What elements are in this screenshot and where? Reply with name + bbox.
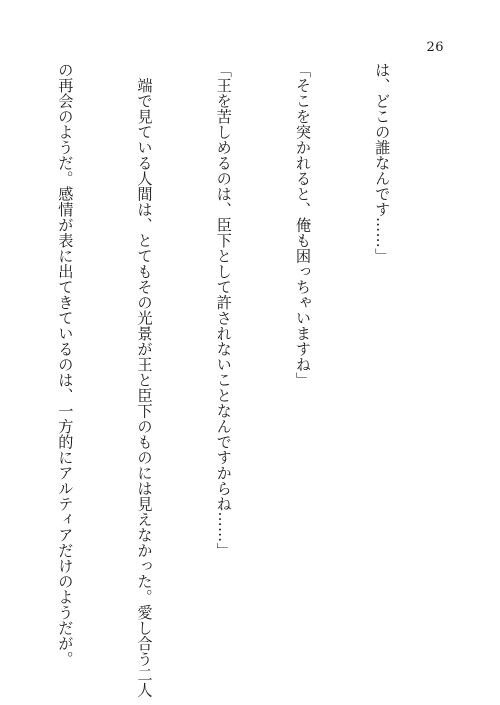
text-line: の再会のようだ。感情が表に出てきているのは、一方的にアルティアだけのようだが。 bbox=[56, 62, 75, 667]
text-line: 「王を苦しめるのは、臣下として許されないことなんですからね……」 bbox=[214, 62, 233, 558]
text-line: は、どこの誰なんです……」 bbox=[373, 62, 392, 264]
text-line: 「そこを突かれると、俺も困っちゃいますね」 bbox=[293, 62, 312, 388]
body-text bbox=[0, 62, 448, 698]
page-number: 26 bbox=[426, 40, 444, 55]
text-line: 端で見ている人間は、とてもその光景が王と臣下のものには見えなかった。愛し合う二人 bbox=[135, 62, 154, 698]
